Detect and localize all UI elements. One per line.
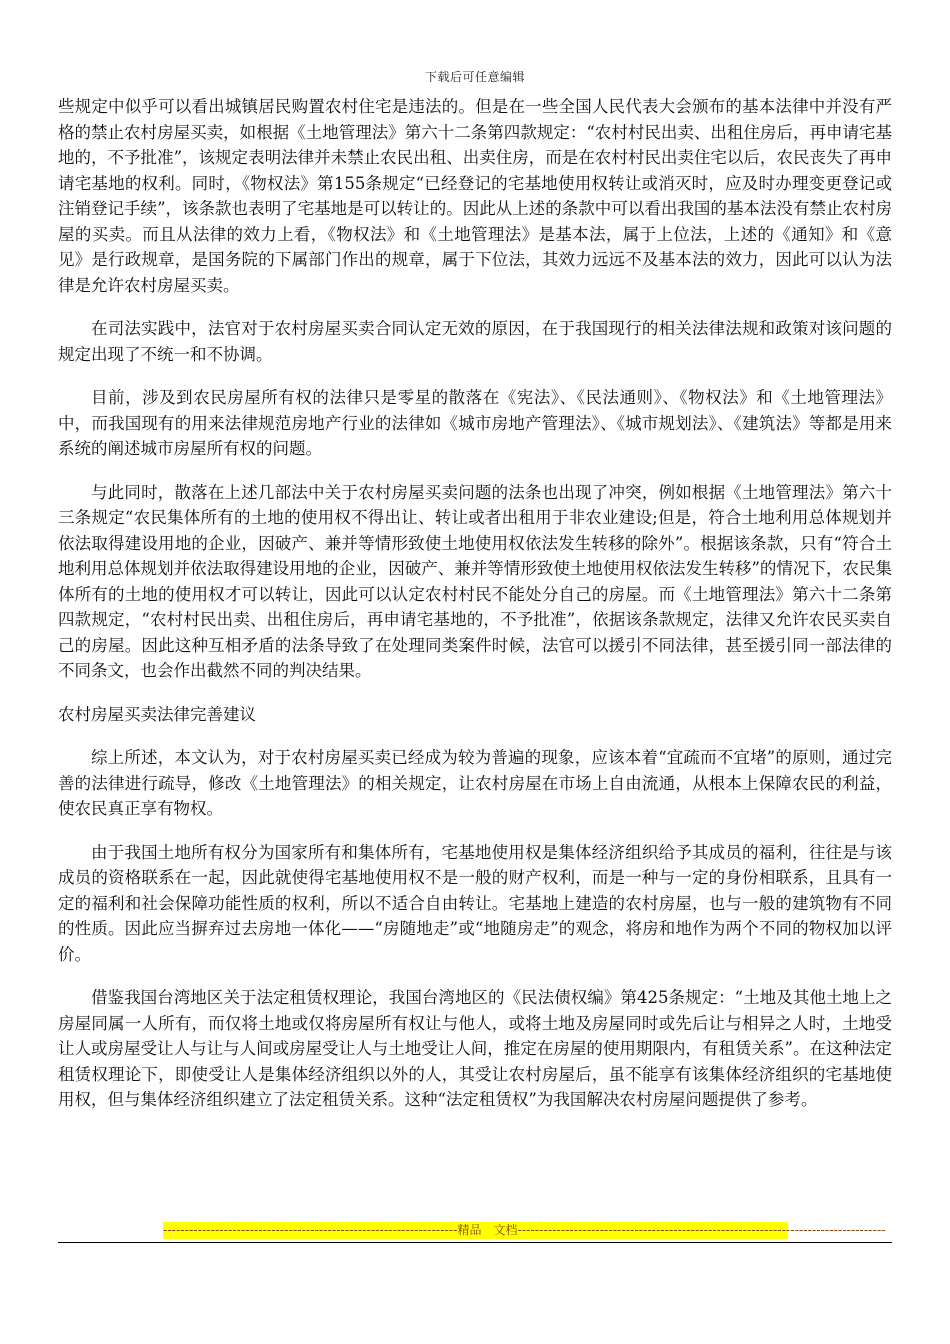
paragraph-law-conflict: 与此同时，散落在上述几部法中关于农村房屋买卖问题的法条也出现了冲突，例如根据《土地管理法》第六十三条规定“农民集体所有的土地的使用权不得出让、转让或者出租用于非农业建设;但是，符合土地利用总体规划并依法取得建设用地的企业，因破产、兼并等情形致使土地使用权依法发生转移的除外”。根据该条款，只有“符合土地利用总体规划并依法取得建设用地的企业，因破产、兼并等情形致使土地使用权依法发生转移”的情况下，农民集体所有的土地的使用权才可以转让，因此可以认定农村村民不能处分自己的房屋。而《土地管理法》第六十二条第四款规定，“农村村民出卖、出租住房后，再申请宅基地的，不予批准”，依据该条款规定，法律又允许农民买卖自己的房屋。因此这种互相矛盾的法条导致了在处理同类案件时候，法官可以援引不同法律，甚至援引同一部法律的不同条文，也会作出截然不同的判决结果。	[58, 482, 892, 680]
document-body	[58, 94, 892, 1131]
paragraph-current-laws: 目前，涉及到农民房屋所有权的法律只是零星的散落在《宪法》、《民法通则》、《物权法》和《土地管理法》中，而我国现有的用来法律规范房地产行业的法律如《城市房地产管理法》、《城市规划法》、《建筑法》等都是用来系统的阐述城市房屋所有权的问题。	[58, 388, 892, 458]
footer-divider	[58, 1242, 892, 1243]
section-heading: 农村房屋买卖法律完善建议	[58, 704, 256, 724]
paragraph-judicial-practice: 在司法实践中，法官对于农村房屋买卖合同认定无效的原因，在于我国现行的相关法律法规和政策对该问题的规定出现了不统一和不协调。	[58, 319, 892, 364]
paragraph-summary: 综上所述，本文认为，对于农村房屋买卖已经成为较为普遍的现象，应该本着“宜疏而不宜堵”的原则，通过完善的法律进行疏导，修改《土地管理法》的相关规定，让农村房屋在市场上自由流通，从根本上保障农民的利益，使农民真正享有物权。	[58, 748, 892, 818]
footer-banner: --------------------------------------------------------------------精品 文档-------------------------------------------------------------------------------------	[163, 1223, 886, 1237]
page-header: 下载后可任意编辑	[424, 70, 525, 84]
paragraph-taiwan-reference: 借鉴我国台湾地区关于法定租赁权理论，我国台湾地区的《民法债权编》第425条规定：“土地及其他土地上之房屋同属一人所有，而仅将土地或仅将房屋所有权让与他人，或将土地及房屋同时或先后让与相异之人时，土地受让人或房屋受让人与让与人间或房屋受让人与土地受让人间，推定在房屋的使用期限内，有租赁关系”。在这种法定租赁权理论下，即使受让人是集体经济组织以外的人，其受让农村房屋后，虽不能享有该集体经济组织的宅基地使用权，但与集体经济组织建立了法定租赁关系。这种“法定租赁权”为我国解决农村房屋问题提供了参考。	[58, 988, 892, 1109]
paragraph-land-ownership: 由于我国土地所有权分为国家所有和集体所有，宅基地使用权是集体经济组织给予其成员的福利，往往是与该成员的资格联系在一起，因此就使得宅基地使用权不是一般的财产权利，而是一种与一定的身份相联系，且具有一定的福利和社会保障功能性质的权利，所以不适合自由转让。宅基地上建造的农村房屋，也与一般的建筑物有不同的性质。因此应当摒弃过去房地一体化——“房随地走”或“地随房走”的观念，将房和地作为两个不同的物权加以评价。	[58, 842, 892, 964]
paragraph-continuation: 些规定中似乎可以看出城镇居民购置农村住宅是违法的。但是在一些全国人民代表大会颁布的基本法律中并没有严格的禁止农村房屋买卖，如根据《土地管理法》第六十二条第四款规定：“农村村民出卖、出租住房后，再申请宅基地的，不予批准”，该规定表明法律并未禁止农民出租、出卖住房，而是在农村村民出卖住宅以后，农民丧失了再申请宅基地的权利。同时，《物权法》第155条规定“已经登记的宅基地使用权转让或消灭时，应及时办理变更登记或注销登记手续”，该条款也表明了宅基地是可以转让的。因此从上述的条款中可以看出我国的基本法没有禁止农村房屋的买卖。而且从法律的效力上看，《物权法》和《土地管理法》是基本法，属于上位法，上述的《通知》和《意见》是行政规章，是国务院的下属部门作出的规章，属于下位法，其效力远远不及基本法的效力，因此可以认为法律是允许农村房屋买卖。	[58, 97, 892, 295]
